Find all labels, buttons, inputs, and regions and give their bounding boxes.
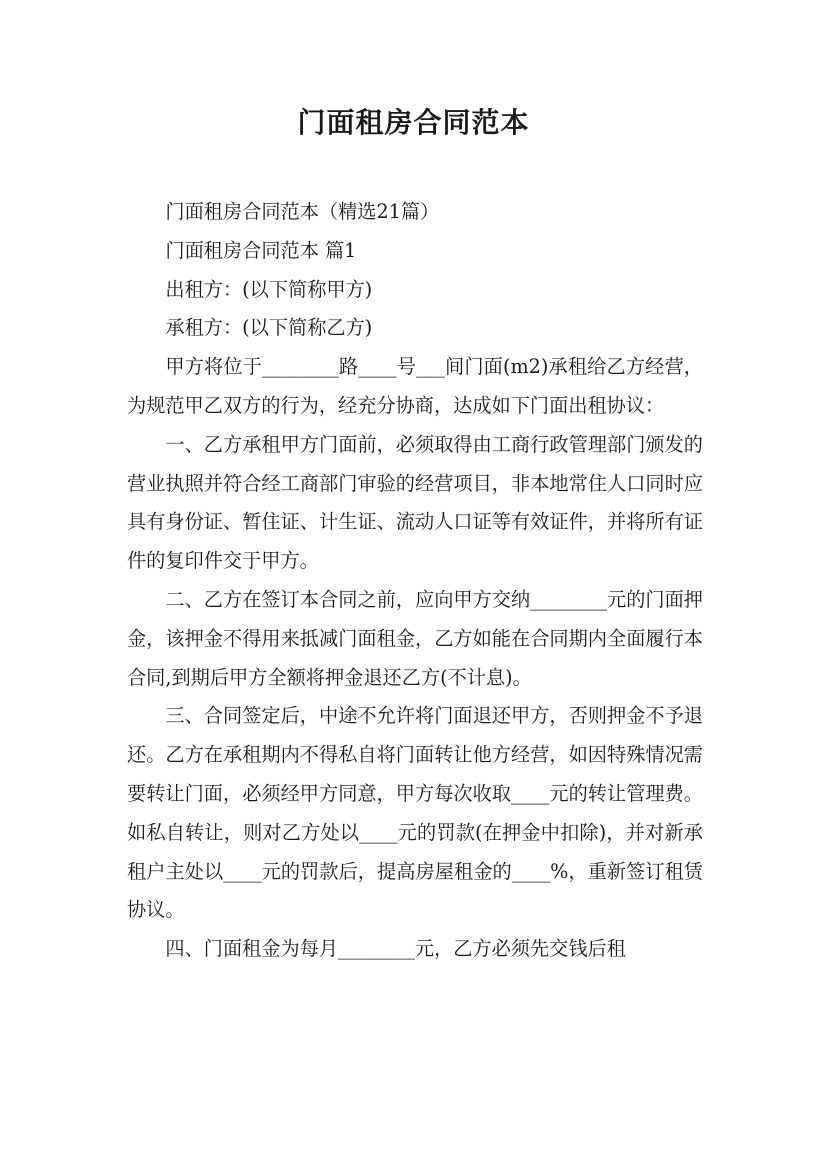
paragraph-clause-4: 四、门面租金为每月________元，乙方必须先交钱后租 <box>165 937 626 961</box>
paragraph-clause-3: 三、合同签定后，中途不允许将门面退还甲方，否则押金不予退还。乙方在承租期内不得私自将门面转让他方经营，如因特殊情况需要转让门面，必须经甲方同意，甲方每次收取____元的转让管理费。如私自转让，则对乙方处以____元的罚款(在押金中扣除)，并对新承租户主处以____元的罚款后，提高房屋租金的____%，重新签订租赁协议。 <box>127 704 703 922</box>
paragraph-section-heading: 门面租房合同范本 篇1 <box>165 238 357 262</box>
paragraph-lessor: 出租方：(以下简称甲方) <box>165 277 373 301</box>
paragraph-clause-2: 二、乙方在签订本合同之前，应向甲方交纳________元的门面押金，该押金不得用来抵减门面租金，乙方如能在合同期内全面履行本合同,到期后甲方全额将押金退还乙方(不计息)。 <box>127 587 703 689</box>
paragraph-lessee: 承租方：(以下简称乙方) <box>165 316 373 340</box>
paragraph-location: 甲方将位于________路____号___间门面(m2)承租给乙方经营，为规范甲乙双方的行为，经充分协商，达成如下门面出租协议： <box>127 355 703 417</box>
paragraph-subtitle: 门面租房合同范本（精选21篇） <box>165 200 440 223</box>
paragraph-clause-1: 一、乙方承租甲方门面前，必须取得由工商行政管理部门颁发的营业执照并符合经工商部门审验的经营项目，非本地常住人口同时应具有身份证、暂住证、计生证、流动人口证等有效证件，并将所有证件的复印件交于甲方。 <box>127 432 703 573</box>
document-body <box>127 193 703 969</box>
document-title: 门面租房合同范本 <box>297 106 530 139</box>
